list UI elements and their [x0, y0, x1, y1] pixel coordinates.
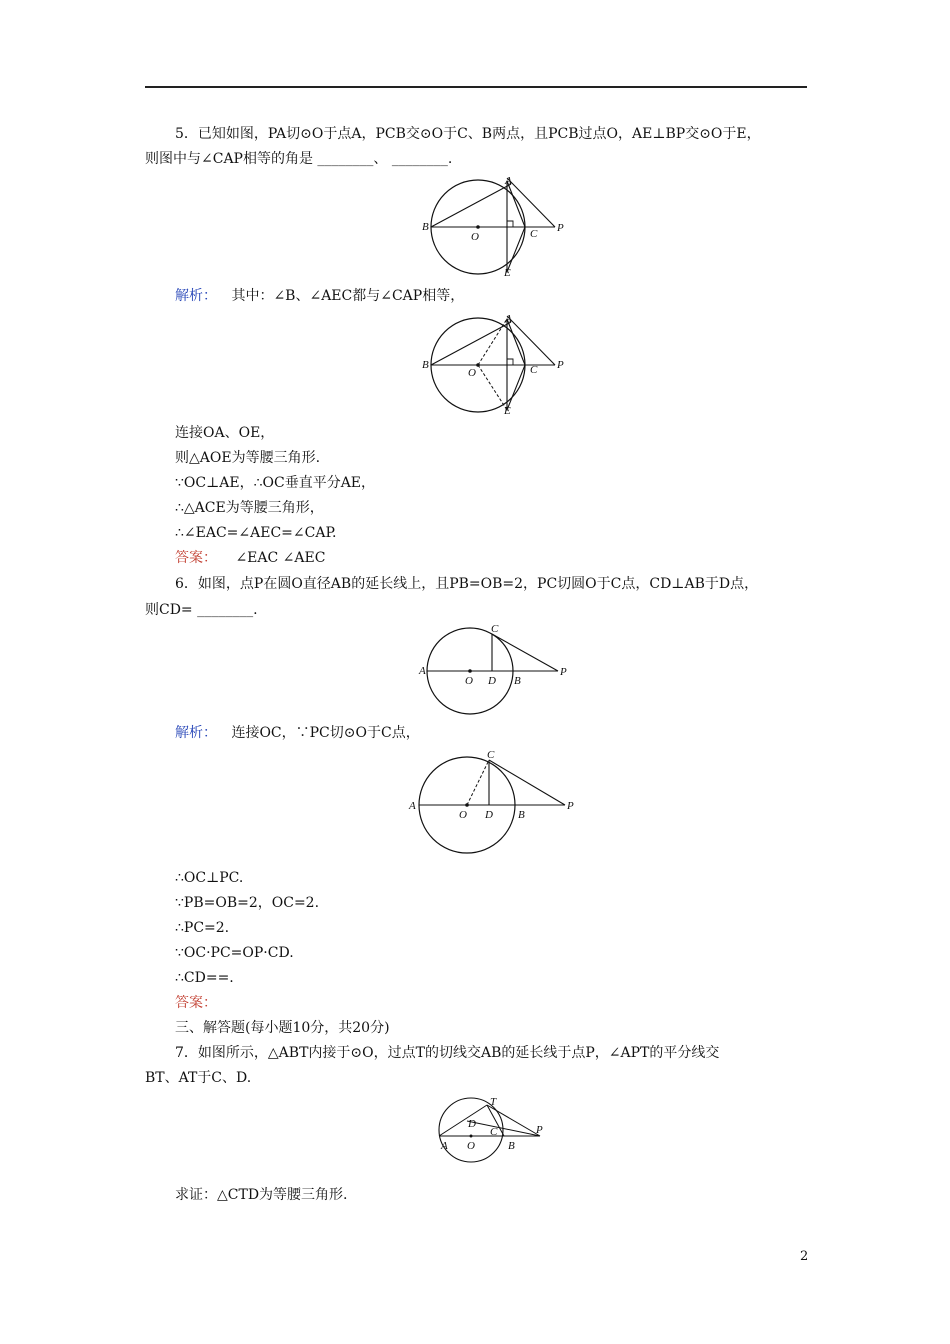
q5-step-1: 连接OA、OE，	[175, 425, 275, 441]
q6-step-2: ∵PB=OB=2，OC=2.	[175, 895, 320, 911]
q7-fig-label-d: D	[468, 1118, 476, 1130]
q6-answer-label: 答案：	[175, 995, 217, 1011]
q6-step-4: ∵OC·PC=OP·CD.	[175, 945, 294, 961]
q7-figure	[430, 1094, 555, 1159]
q6-step-5: ∴CD==.	[175, 970, 234, 986]
q5-fig2-label-a: A	[505, 313, 512, 325]
q7-line2: BT、AT于C、D.	[145, 1070, 252, 1086]
q6-analysis-label: 解析：	[175, 725, 217, 741]
q6-figure-2	[405, 745, 585, 860]
q6-fig2-label-o: O	[459, 809, 467, 821]
q7-fig-label-a: A	[441, 1140, 448, 1152]
q6-fig1-label-p: P	[560, 666, 567, 678]
q6-fig1-label-c: C	[491, 623, 499, 635]
q5-analysis-text: 其中：∠B、∠AEC都与∠CAP相等，	[231, 288, 465, 304]
q6-fig2-label-b: B	[518, 809, 525, 821]
q5-fig2-label-b: B	[422, 359, 429, 371]
q5-analysis	[175, 286, 464, 306]
q6-step-3: ∴PC=2.	[175, 920, 230, 936]
q6-analysis	[175, 723, 420, 743]
q5-fig2-label-o: O	[468, 367, 476, 379]
q5-fig1-label-p: P	[557, 222, 564, 234]
header-rule	[145, 86, 807, 88]
q7-fig-label-t: T	[490, 1096, 497, 1108]
q5-fig2-label-e: E	[504, 405, 511, 417]
q7-fig-label-c: C	[490, 1126, 498, 1138]
q5-step-3: ∵OC⊥AE，∴OC垂直平分AE，	[175, 475, 376, 491]
q6-fig2-label-d: D	[485, 809, 493, 821]
q5-line2: 则图中与∠CAP相等的角是 ________、 ________.	[145, 151, 453, 167]
q6-fig1-label-d: D	[488, 675, 496, 687]
q6-fig2-label-c: C	[487, 749, 495, 761]
q6-fig1-label-o: O	[465, 675, 473, 687]
q7-line1: 7．如图所示，△ABT内接于⊙O，过点T的切线交AB的延长线于点P，∠APT的平分线交	[175, 1045, 720, 1061]
q6-analysis-text: 连接OC，∵PC切⊙O于C点，	[231, 725, 420, 741]
q6-fig1-label-b: B	[514, 675, 521, 687]
q5-answer-text: ∠EAC ∠AEC	[235, 550, 326, 566]
q7-prove: 求证：△CTD为等腰三角形.	[175, 1187, 348, 1203]
q5-fig1-label-a: A	[505, 175, 512, 187]
q6-fig1-label-a: A	[419, 665, 426, 677]
q6-figure-1	[415, 620, 575, 715]
section-3-heading: 三、解答题(每小题10分，共20分)	[175, 1020, 390, 1036]
q6-step-1: ∴OC⊥PC.	[175, 870, 244, 886]
q6-line1: 6．如图，点P在圆O直径AB的延长线上，且PB=OB=2，PC切圆O于C点，CD⊥AB于D点，	[175, 576, 759, 592]
q5-line1: 5．已知如图，PA切⊙O于点A，PCB交⊙O于C、B两点，且PCB过点O，AE⊥BP交⊙O于E，	[175, 126, 761, 142]
q5-step-5: ∴∠EAC=∠AEC=∠CAP.	[175, 525, 337, 541]
page-number: 2	[800, 1249, 809, 1264]
q7-fig-label-b: B	[508, 1140, 515, 1152]
q5-fig1-label-b: B	[422, 221, 429, 233]
q5-answer	[175, 548, 325, 568]
q6-fig2-label-a: A	[409, 800, 416, 812]
q7-fig-label-p: P	[536, 1124, 543, 1136]
q5-fig2-label-p: P	[557, 359, 564, 371]
q5-figure-2	[415, 308, 575, 418]
q5-step-2: 则△AOE为等腰三角形.	[175, 450, 321, 466]
q5-fig1-label-o: O	[471, 231, 479, 243]
q6-line2: 则CD= ________.	[145, 602, 258, 618]
q5-step-4: ∴△ACE为等腰三角形，	[175, 500, 324, 516]
q6-fig2-label-p: P	[567, 800, 574, 812]
q5-fig1-label-e: E	[504, 267, 511, 279]
q5-fig1-label-c: C	[530, 228, 538, 240]
q5-analysis-label: 解析：	[175, 288, 217, 304]
q7-fig-label-o: O	[467, 1140, 475, 1152]
q5-answer-label: 答案：	[175, 550, 217, 566]
q5-fig2-label-c: C	[530, 364, 538, 376]
q5-figure-1	[415, 170, 575, 280]
